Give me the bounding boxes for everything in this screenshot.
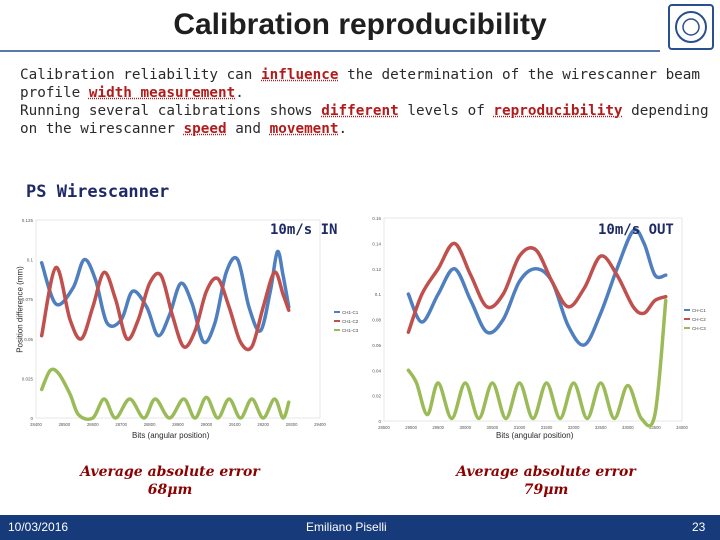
- x-tick-label: 28600: [86, 422, 99, 427]
- chart-right-xlabel: Bits (angular position): [496, 431, 574, 440]
- x-tick-label: 28500: [58, 422, 71, 427]
- avg-error-right: [436, 463, 656, 499]
- y-tick-label: 0.08: [372, 317, 381, 323]
- slide-title: Calibration reproducibility: [173, 8, 547, 41]
- chart-left-xlabel: Bits (angular position): [132, 431, 210, 440]
- footer-page: 23: [692, 520, 706, 534]
- chart-right-title: 10m/s OUT: [598, 222, 674, 238]
- intro-segment: Running several calibrations shows: [20, 103, 322, 119]
- x-tick-label: 31500: [540, 425, 553, 430]
- x-tick-label: 29100: [228, 422, 241, 427]
- y-tick-label: 0.125: [21, 218, 33, 223]
- intro-highlight: different: [321, 103, 399, 119]
- legend-entry: CH-C1: [692, 308, 706, 313]
- y-tick-label: 0: [30, 416, 33, 421]
- intro-highlight: width measurement: [88, 85, 236, 101]
- legend-entry: CH1-C3: [342, 328, 359, 333]
- x-tick-label: 29200: [257, 422, 270, 427]
- x-tick-label: 28500: [378, 425, 390, 430]
- chart-right: [372, 212, 706, 430]
- intro-segment: depending: [622, 103, 709, 119]
- y-tick-label: 0.1: [374, 292, 381, 298]
- intro-text: [20, 66, 710, 138]
- y-tick-label: 0.1: [26, 257, 33, 263]
- y-tick-label: 0: [378, 419, 381, 424]
- title-rule: [0, 50, 660, 52]
- y-tick-label: 0.025: [21, 376, 33, 382]
- intro-segment: Calibration reliability can: [20, 67, 262, 83]
- y-axis-label: Position difference (mm): [15, 266, 25, 353]
- avg-error-left-value: 68μm: [147, 482, 193, 498]
- x-tick-label: 31000: [513, 425, 526, 430]
- y-tick-label: 0.05: [24, 336, 33, 342]
- y-tick-label: 0.06: [372, 342, 381, 348]
- x-tick-label: 28400: [30, 422, 42, 427]
- legend-entry: CH-C2: [692, 317, 706, 322]
- intro-segment: .: [235, 85, 244, 101]
- y-tick-label: 0.02: [372, 393, 381, 399]
- legend-entry: CH1-C2: [342, 319, 359, 324]
- intro-segment: .: [338, 121, 348, 137]
- y-tick-label: 0.16: [372, 216, 381, 221]
- x-tick-label: 28800: [143, 422, 156, 427]
- intro-line: [20, 120, 710, 138]
- x-tick-label: 32500: [594, 425, 607, 430]
- chart-left: [21, 212, 359, 427]
- intro-line: [20, 66, 710, 84]
- x-tick-label: 32000: [567, 425, 580, 430]
- y-tick-label: 0.04: [372, 368, 381, 374]
- avg-error-left-label: Average absolute error: [80, 464, 260, 480]
- intro-segment: on the wirescanner: [20, 121, 184, 137]
- cern-logo-icon: [670, 6, 712, 48]
- avg-error-right-label: Average absolute error: [456, 464, 636, 480]
- section-heading: PS Wirescanner: [26, 182, 170, 202]
- y-tick-label: 0.14: [372, 241, 381, 247]
- legend-entry: CH-C3: [692, 326, 706, 331]
- footer-date: 10/03/2016: [8, 520, 69, 534]
- x-tick-label: 29000: [200, 422, 213, 427]
- intro-segment: profile: [20, 85, 89, 101]
- avg-error-left: [60, 463, 280, 499]
- chart-left-title: 10m/s IN: [270, 222, 338, 238]
- legend-entry: CH1-C1: [342, 310, 359, 315]
- intro-highlight: reproducibility: [493, 103, 623, 119]
- y-tick-label: 0.12: [372, 266, 381, 272]
- footer-bar: [0, 515, 720, 540]
- x-tick-label: 30500: [486, 425, 499, 430]
- x-tick-label: 29300: [285, 422, 298, 427]
- x-tick-label: 28700: [115, 422, 128, 427]
- intro-highlight: movement: [269, 121, 339, 137]
- intro-line: [20, 102, 710, 120]
- intro-highlight: speed: [183, 121, 227, 137]
- x-tick-label: 34000: [676, 425, 688, 430]
- x-tick-label: 28900: [172, 422, 184, 427]
- x-tick-label: 29000: [405, 425, 417, 430]
- intro-segment: and: [226, 121, 270, 137]
- x-tick-label: 29500: [432, 425, 445, 430]
- x-tick-label: 30000: [459, 425, 472, 430]
- x-tick-label: 33500: [649, 425, 661, 430]
- intro-line: [20, 84, 710, 102]
- intro-segment: levels of: [398, 103, 494, 119]
- y-tick-label: 0.075: [21, 297, 33, 303]
- cern-logo: [668, 4, 714, 50]
- x-tick-label: 29400: [314, 422, 326, 427]
- x-tick-label: 33000: [621, 425, 634, 430]
- intro-segment: the determination of the wirescanner beam: [338, 67, 700, 83]
- avg-error-right-value: 79μm: [523, 482, 569, 498]
- footer-author: Emiliano Piselli: [306, 520, 387, 534]
- intro-highlight: influence: [261, 67, 339, 83]
